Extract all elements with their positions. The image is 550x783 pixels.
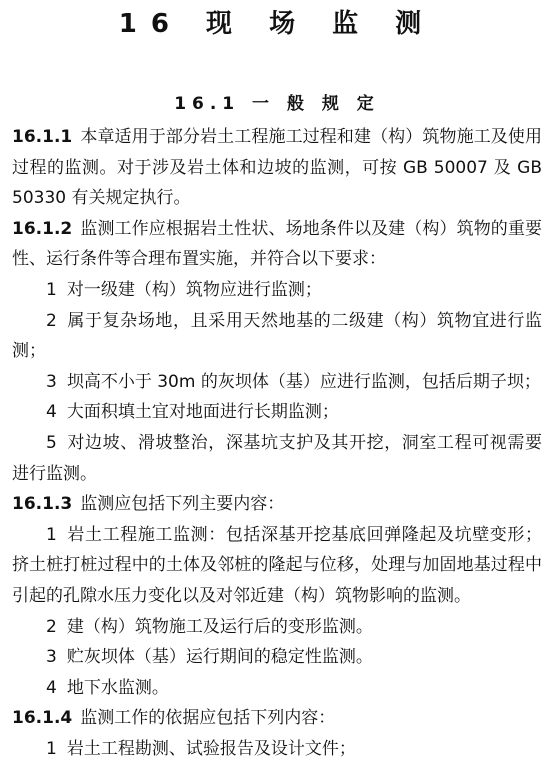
clause-text: 监测应包括下列主要内容：: [80, 494, 285, 515]
clause-16-1-3: [12, 489, 542, 520]
clause-16-1-4: [12, 703, 542, 734]
item-text: 贮灰坝体（基）运行期间的稳定性监测。: [66, 647, 373, 668]
item-number: 1: [46, 524, 57, 545]
list-item: [12, 275, 542, 306]
list-item: [12, 673, 542, 704]
clause-text: 本章适用于部分岩土工程施工过程和建（构）筑物施工及使用过程的监测。对于涉及岩土体和边坡的监测，可按 GB 50007 及 GB 50330 有关规定执行。: [12, 127, 542, 209]
item-text: 岩土工程施工监测：包括深基开挖基底回弹隆起及坑壁变形；挤土桩打桩过程中的土体及邻桩的隆起与位移，处理与加固地基过程中引起的孔隙水压力变化以及对邻近建（构）筑物影响的监测。: [12, 524, 542, 606]
clause-number: 16.1.1: [12, 127, 73, 147]
list-item: [12, 397, 542, 428]
list-item: [12, 520, 542, 612]
item-number: 2: [46, 616, 57, 637]
clause-number: 16.1.3: [12, 494, 73, 515]
item-number: 3: [46, 371, 57, 392]
list-item: [12, 612, 542, 643]
clause-number: 16.1.2: [12, 218, 73, 239]
item-number: 4: [46, 677, 57, 698]
list-item: [12, 734, 542, 765]
item-text: 属于复杂场地，且采用天然地基的二级建（构）筑物宜进行监测；: [12, 310, 542, 362]
list-item: [12, 428, 542, 489]
item-number: 2: [46, 310, 57, 331]
section-title: 16.1 一 般 规 定: [174, 94, 380, 114]
item-number: 1: [46, 279, 57, 300]
document-body: [12, 122, 542, 764]
item-text: 对边坡、滑坡整治，深基坑支护及其开挖，洞室工程可视需要进行监测。: [12, 432, 542, 484]
clause-number: 16.1.4: [12, 708, 73, 729]
item-number: 4: [46, 402, 57, 423]
item-text: 坝高不小于 30m 的灰坝体（基）应进行监测，包括后期子坝；: [66, 371, 541, 392]
list-item: [12, 642, 542, 673]
item-text: 建（构）筑物施工及运行后的变形监测。: [66, 616, 373, 637]
clause-16-1-2: [12, 214, 542, 275]
item-text: 地下水监测。: [66, 677, 169, 698]
clause-text: 监测工作应根据岩土性状、场地条件以及建（构）筑物的重要性、运行条件等合理布置实施，并符合以下要求：: [12, 218, 542, 270]
item-number: 5: [46, 432, 57, 453]
clause-16-1-1: [12, 122, 542, 214]
list-item: [12, 367, 542, 398]
item-number: 3: [46, 647, 57, 668]
chapter-title: 16 现 场 监 测: [118, 9, 436, 39]
item-text: 大面积填土宜对地面进行长期监测；: [66, 402, 339, 423]
item-text: 对一级建（构）筑物应进行监测；: [66, 279, 322, 300]
clause-text: 监测工作的依据应包括下列内容：: [80, 708, 336, 729]
item-number: 1: [46, 738, 57, 759]
list-item: [12, 306, 542, 367]
item-text: 岩土工程勘测、试验报告及设计文件；: [66, 738, 356, 759]
